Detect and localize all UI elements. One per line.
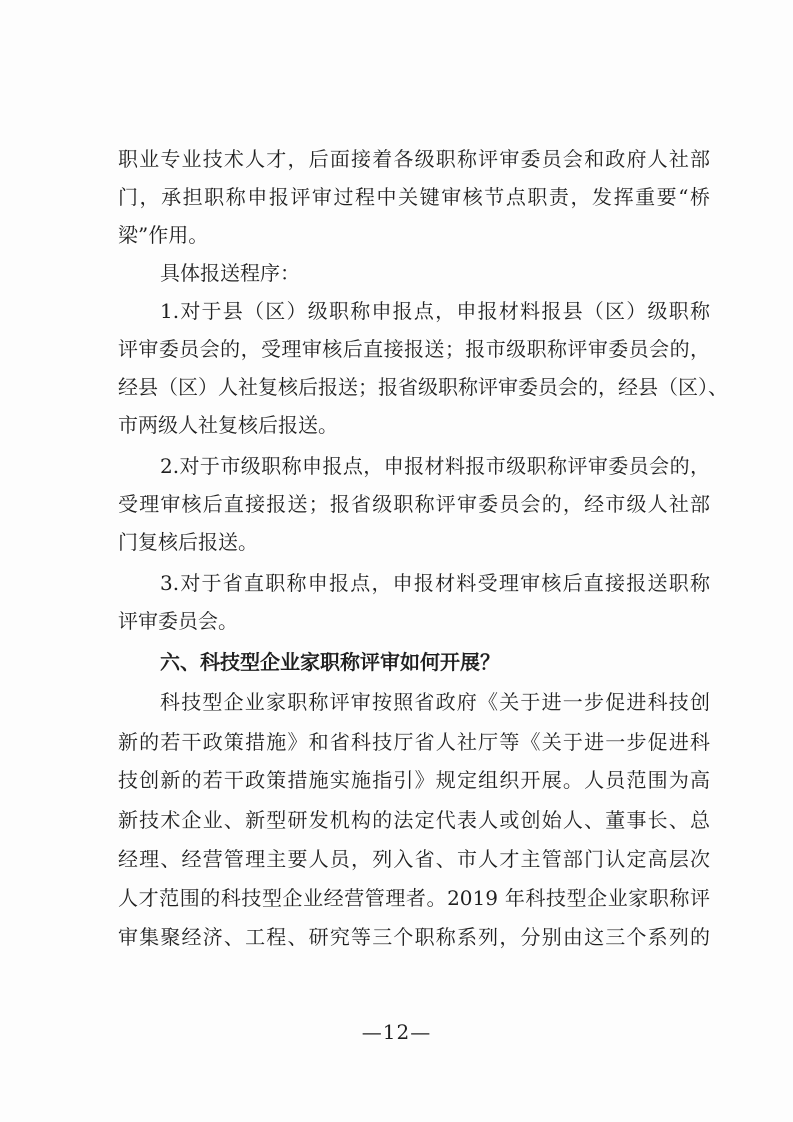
body-text-line: 受理审核后直接报送；报省级职称评审委员会的，经市级人社部 [118, 492, 710, 516]
body-text-line: 经县（区）人社复核后报送；报省级职称评审委员会的，经县（区）、 [118, 375, 728, 399]
body-text-line: 新技术企业、新型研发机构的法定代表人或创始人、董事长、总 [118, 808, 710, 832]
body-text-line: 门，承担职称申报评审过程中关键审核节点职责，发挥重要“桥 [118, 185, 710, 209]
section-heading: 六、科技型企业家职称评审如何开展？ [160, 650, 500, 674]
body-text-line: 科技型企业家职称评审按照省政府《关于进一步促进科技创 [160, 690, 710, 714]
body-text-line: 评审委员会的，受理审核后直接报送；报市级职称评审委员会的， [118, 337, 710, 361]
page-number: —12— [361, 1020, 432, 1044]
body-text-line: 具体报送程序： [160, 261, 300, 285]
body-text-line: 门复核后报送。 [118, 530, 258, 554]
body-text-line: 评审委员会。 [118, 609, 238, 633]
body-text-line: 1.对于县（区）级职称申报点，申报材料报县（区）级职称 [160, 299, 710, 323]
body-text-line: 3.对于省直职称申报点，申报材料受理审核后直接报送职称 [160, 571, 710, 595]
body-text-line: 技创新的若干政策措施实施指引》规定组织开展。人员范围为高 [118, 768, 710, 792]
body-text-line: 职业专业技术人才，后面接着各级职称评审委员会和政府人社部 [118, 147, 710, 171]
body-text-line: 审集聚经济、工程、研究等三个职称系列，分别由这三个系列的 [118, 925, 710, 949]
body-text-line: 人才范围的科技型企业经营管理者。2019 年科技型企业家职称评 [118, 886, 710, 910]
body-text-line: 新的若干政策措施》和省科技厅省人社厅等《关于进一步促进科 [118, 730, 710, 754]
body-text-line: 2.对于市级职称申报点，申报材料报市级职称评审委员会的， [160, 454, 710, 478]
body-text-line: 市两级人社复核后报送。 [118, 413, 338, 437]
body-text-line: 经理、经营管理主要人员，列入省、市人才主管部门认定高层次 [118, 847, 710, 871]
body-text-line: 梁”作用。 [118, 223, 209, 247]
